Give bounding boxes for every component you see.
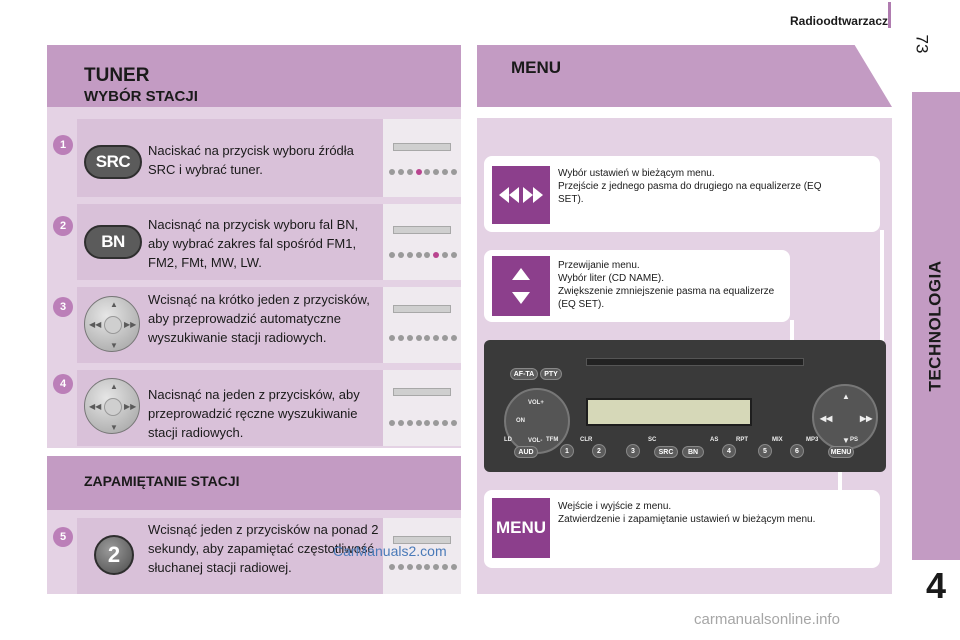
chapter-label: TECHNOLOGIA <box>926 260 946 392</box>
as-label: AS <box>710 437 719 443</box>
watermark: CarManuals2.com <box>333 543 447 559</box>
step-text: Naciskać na przycisk wyboru źródła SRC i wybrać tuner. <box>148 143 354 177</box>
tuner-subtitle: WYBÓR STACJI <box>84 88 198 105</box>
preset-button: 4 <box>722 444 736 458</box>
preset-button: 1 <box>560 444 574 458</box>
tuner-title: TUNER <box>84 65 150 86</box>
menu-button-icon: MENU <box>492 498 550 558</box>
chapter-number: 4 <box>925 565 947 606</box>
up-down-arrows-icon <box>492 256 550 316</box>
tfm-label: TFM <box>546 437 559 443</box>
step-badge: 4 <box>53 374 73 394</box>
step-text: Nacisnąć na przycisk wyboru fal BN, aby wybrać zakres fal spośród FM1, FM2, FMt, MW, LW. <box>148 217 359 270</box>
preset-button: 3 <box>626 444 640 458</box>
step-text: Wcisnąć jeden z przycisków na ponad 2 sekundy, aby zapamiętać częstotliwość słuchanej stacji radiowej. <box>148 522 379 575</box>
radio-thumbnail <box>383 119 461 197</box>
ld-label: LD <box>504 437 512 443</box>
bn-button: BN <box>682 446 704 458</box>
radio-unit <box>484 340 886 472</box>
step-text: Wcisnąć na krótko jeden z przycisków, aby przeprowadzić automatyczne wyszukiwanie stacji radiowych. <box>148 292 370 345</box>
radio-thumbnail <box>383 370 461 446</box>
ps-label: PS <box>850 437 859 443</box>
menu-title: MENU <box>511 58 562 77</box>
radio-thumbnail <box>383 287 461 363</box>
clr-label: CLR <box>580 437 593 443</box>
preset-2-button-icon: 2 <box>94 535 134 575</box>
step-text: Nacisnąć na jeden z przycisków, aby przeprowadzić ręczne wyszukiwanie stacji radiowych. <box>148 387 360 440</box>
section-title: Radioodtwarzacz <box>789 14 888 28</box>
radio-thumbnail <box>383 204 461 280</box>
step-badge: 2 <box>53 216 73 236</box>
step-badge: 1 <box>53 135 73 155</box>
src-button: SRC <box>654 446 678 458</box>
footer-watermark: carmanualsonline.info <box>694 611 840 628</box>
preset-button: 6 <box>790 444 804 458</box>
pty-button: PTY <box>540 368 562 380</box>
volume-knob: VOL+ ON VOL- <box>504 388 570 454</box>
af-ta-button: AF-TA <box>510 368 538 380</box>
cd-slot <box>586 358 804 366</box>
info-text: Przewijanie menu. Wybór liter (CD NAME). Zwiększenie zmniejszenie pasma na equalizerze (EQ SET). <box>558 260 775 310</box>
header-rule <box>888 2 891 28</box>
preset-button: 2 <box>592 444 606 458</box>
page-number: 73 <box>912 34 932 54</box>
bn-button-icon: BN <box>84 225 142 259</box>
up-down-pad-icon: ▲ ▼ ◀◀ ▶▶ <box>84 296 140 352</box>
preset-button: 5 <box>758 444 772 458</box>
memory-title: ZAPAMIĘTANIE STACJI <box>84 473 240 489</box>
src-button-icon: SRC <box>84 145 142 179</box>
rewind-forward-icon <box>492 166 550 224</box>
step-badge: 5 <box>53 527 73 547</box>
aud-button: AUD <box>514 446 538 458</box>
left-right-pad-icon: ▲ ▼ ◀◀ ▶▶ <box>84 378 140 434</box>
info-text: Wejście i wyjście z menu. Zatwierdzenie i zapamiętanie ustawień w bieżącym menu. <box>558 501 816 525</box>
step-badge: 3 <box>53 297 73 317</box>
sc-label: SC <box>648 437 657 443</box>
navigation-pad: ▲ ▼ ◀◀ ▶▶ <box>812 384 878 450</box>
mp3-label: MP3 <box>806 437 819 443</box>
mix-label: MIX <box>772 437 783 443</box>
info-text: Wybór ustawień w bieżącym menu. Przejście z jednego pasma do drugiego na equalizerze (EQ SET). <box>558 168 822 205</box>
rpt-label: RPT <box>736 437 748 443</box>
menu-button: MENU <box>828 446 854 458</box>
radio-display <box>586 398 752 426</box>
